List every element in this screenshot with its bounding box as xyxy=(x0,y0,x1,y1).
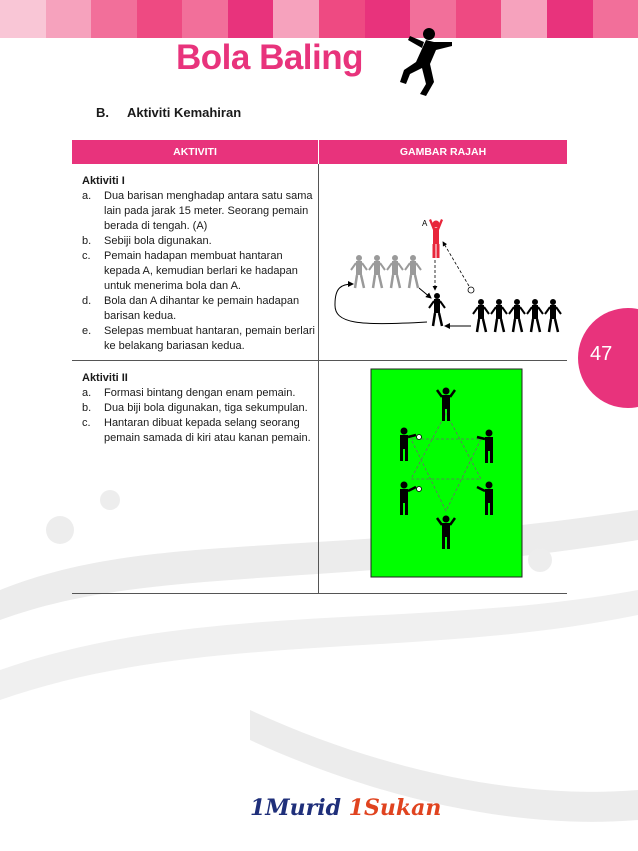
section-title: Aktiviti Kemahiran xyxy=(127,105,242,120)
list-item xyxy=(82,234,318,249)
item-letter: b. xyxy=(82,402,92,414)
bar-segment xyxy=(501,0,547,38)
item-text: Selepas membuat hantaran, pemain berlari ke belakang bariasan kedua. xyxy=(104,325,315,352)
section-number: B. xyxy=(96,105,109,120)
pass-arrow xyxy=(443,242,469,286)
bar-segment xyxy=(319,0,365,38)
bar-segment xyxy=(593,0,638,38)
diagram-cell xyxy=(319,361,567,593)
bar-segment xyxy=(456,0,502,38)
activity-steps xyxy=(82,386,318,446)
item-letter: d. xyxy=(82,295,92,307)
table-header xyxy=(72,140,567,164)
header-gambar-rajah: GAMBAR RAJAH xyxy=(399,146,487,158)
item-text: Hantaran dibuat kepada selang seorang pemain samada di kiri atau kanan pemain. xyxy=(104,417,311,444)
bar-segment xyxy=(228,0,274,38)
page-title: Bola Baling xyxy=(176,38,364,77)
item-text: Dua barisan menghadap antara satu sama lain pada jarak 15 meter. Seorang pemain berada di tengah. (A) xyxy=(104,190,313,232)
item-text: Bola dan A dihantar ke pemain hadapan barisan kedua. xyxy=(104,295,300,322)
run-arrow xyxy=(419,288,431,298)
player-a-figure xyxy=(429,219,443,258)
logo-sukan: 1Sukan xyxy=(348,795,442,821)
list-item xyxy=(82,386,318,401)
bar-segment xyxy=(137,0,183,38)
bar-segment xyxy=(273,0,319,38)
line-1-players xyxy=(351,255,421,288)
handball-player-icon xyxy=(396,26,456,96)
bar-segment xyxy=(547,0,593,38)
list-item xyxy=(82,324,318,354)
activity-description xyxy=(72,361,319,593)
section-heading xyxy=(96,105,241,120)
list-item xyxy=(82,416,318,446)
activity-steps xyxy=(82,189,318,354)
list-item xyxy=(82,249,318,294)
table-row xyxy=(72,361,567,594)
table-row xyxy=(72,164,567,361)
list-item xyxy=(82,401,318,416)
list-item xyxy=(82,189,318,234)
item-letter: a. xyxy=(82,190,92,202)
diagram-cell xyxy=(319,164,567,360)
item-letter: a. xyxy=(82,387,92,399)
activity-title: Aktiviti I xyxy=(82,175,125,187)
item-text: Formasi bintang dengan enam pemain. xyxy=(104,387,296,399)
activity-1-diagram xyxy=(319,164,567,360)
item-text: Pemain hadapan membuat hantaran kepada A, kemudian berlari ke hadapan untuk menerima bola dan A. xyxy=(104,250,298,292)
item-letter: c. xyxy=(82,417,91,429)
activity-description xyxy=(72,164,319,360)
footer-logo xyxy=(250,795,441,821)
ball-icon xyxy=(468,287,474,293)
header-color-bar xyxy=(0,0,638,38)
bar-segment xyxy=(91,0,137,38)
item-letter: e. xyxy=(82,325,92,337)
return-arrow xyxy=(335,284,427,324)
item-letter: b. xyxy=(82,235,92,247)
bar-segment xyxy=(182,0,228,38)
header-aktiviti: AKTIVITI xyxy=(72,140,319,164)
item-text: Sebiji bola digunakan. xyxy=(104,235,212,247)
item-text: Dua biji bola digunakan, tiga sekumpulan. xyxy=(104,402,308,414)
activity-table xyxy=(72,140,567,594)
item-letter: c. xyxy=(82,250,91,262)
bar-segment xyxy=(46,0,92,38)
page-number: 47 xyxy=(590,343,613,365)
bar-segment xyxy=(0,0,46,38)
activity-title: Aktiviti II xyxy=(82,372,128,384)
list-item xyxy=(82,294,318,324)
activity-2-diagram xyxy=(319,361,567,593)
logo-murid: 1Murid xyxy=(250,795,341,821)
player-a-label: A xyxy=(422,219,428,228)
